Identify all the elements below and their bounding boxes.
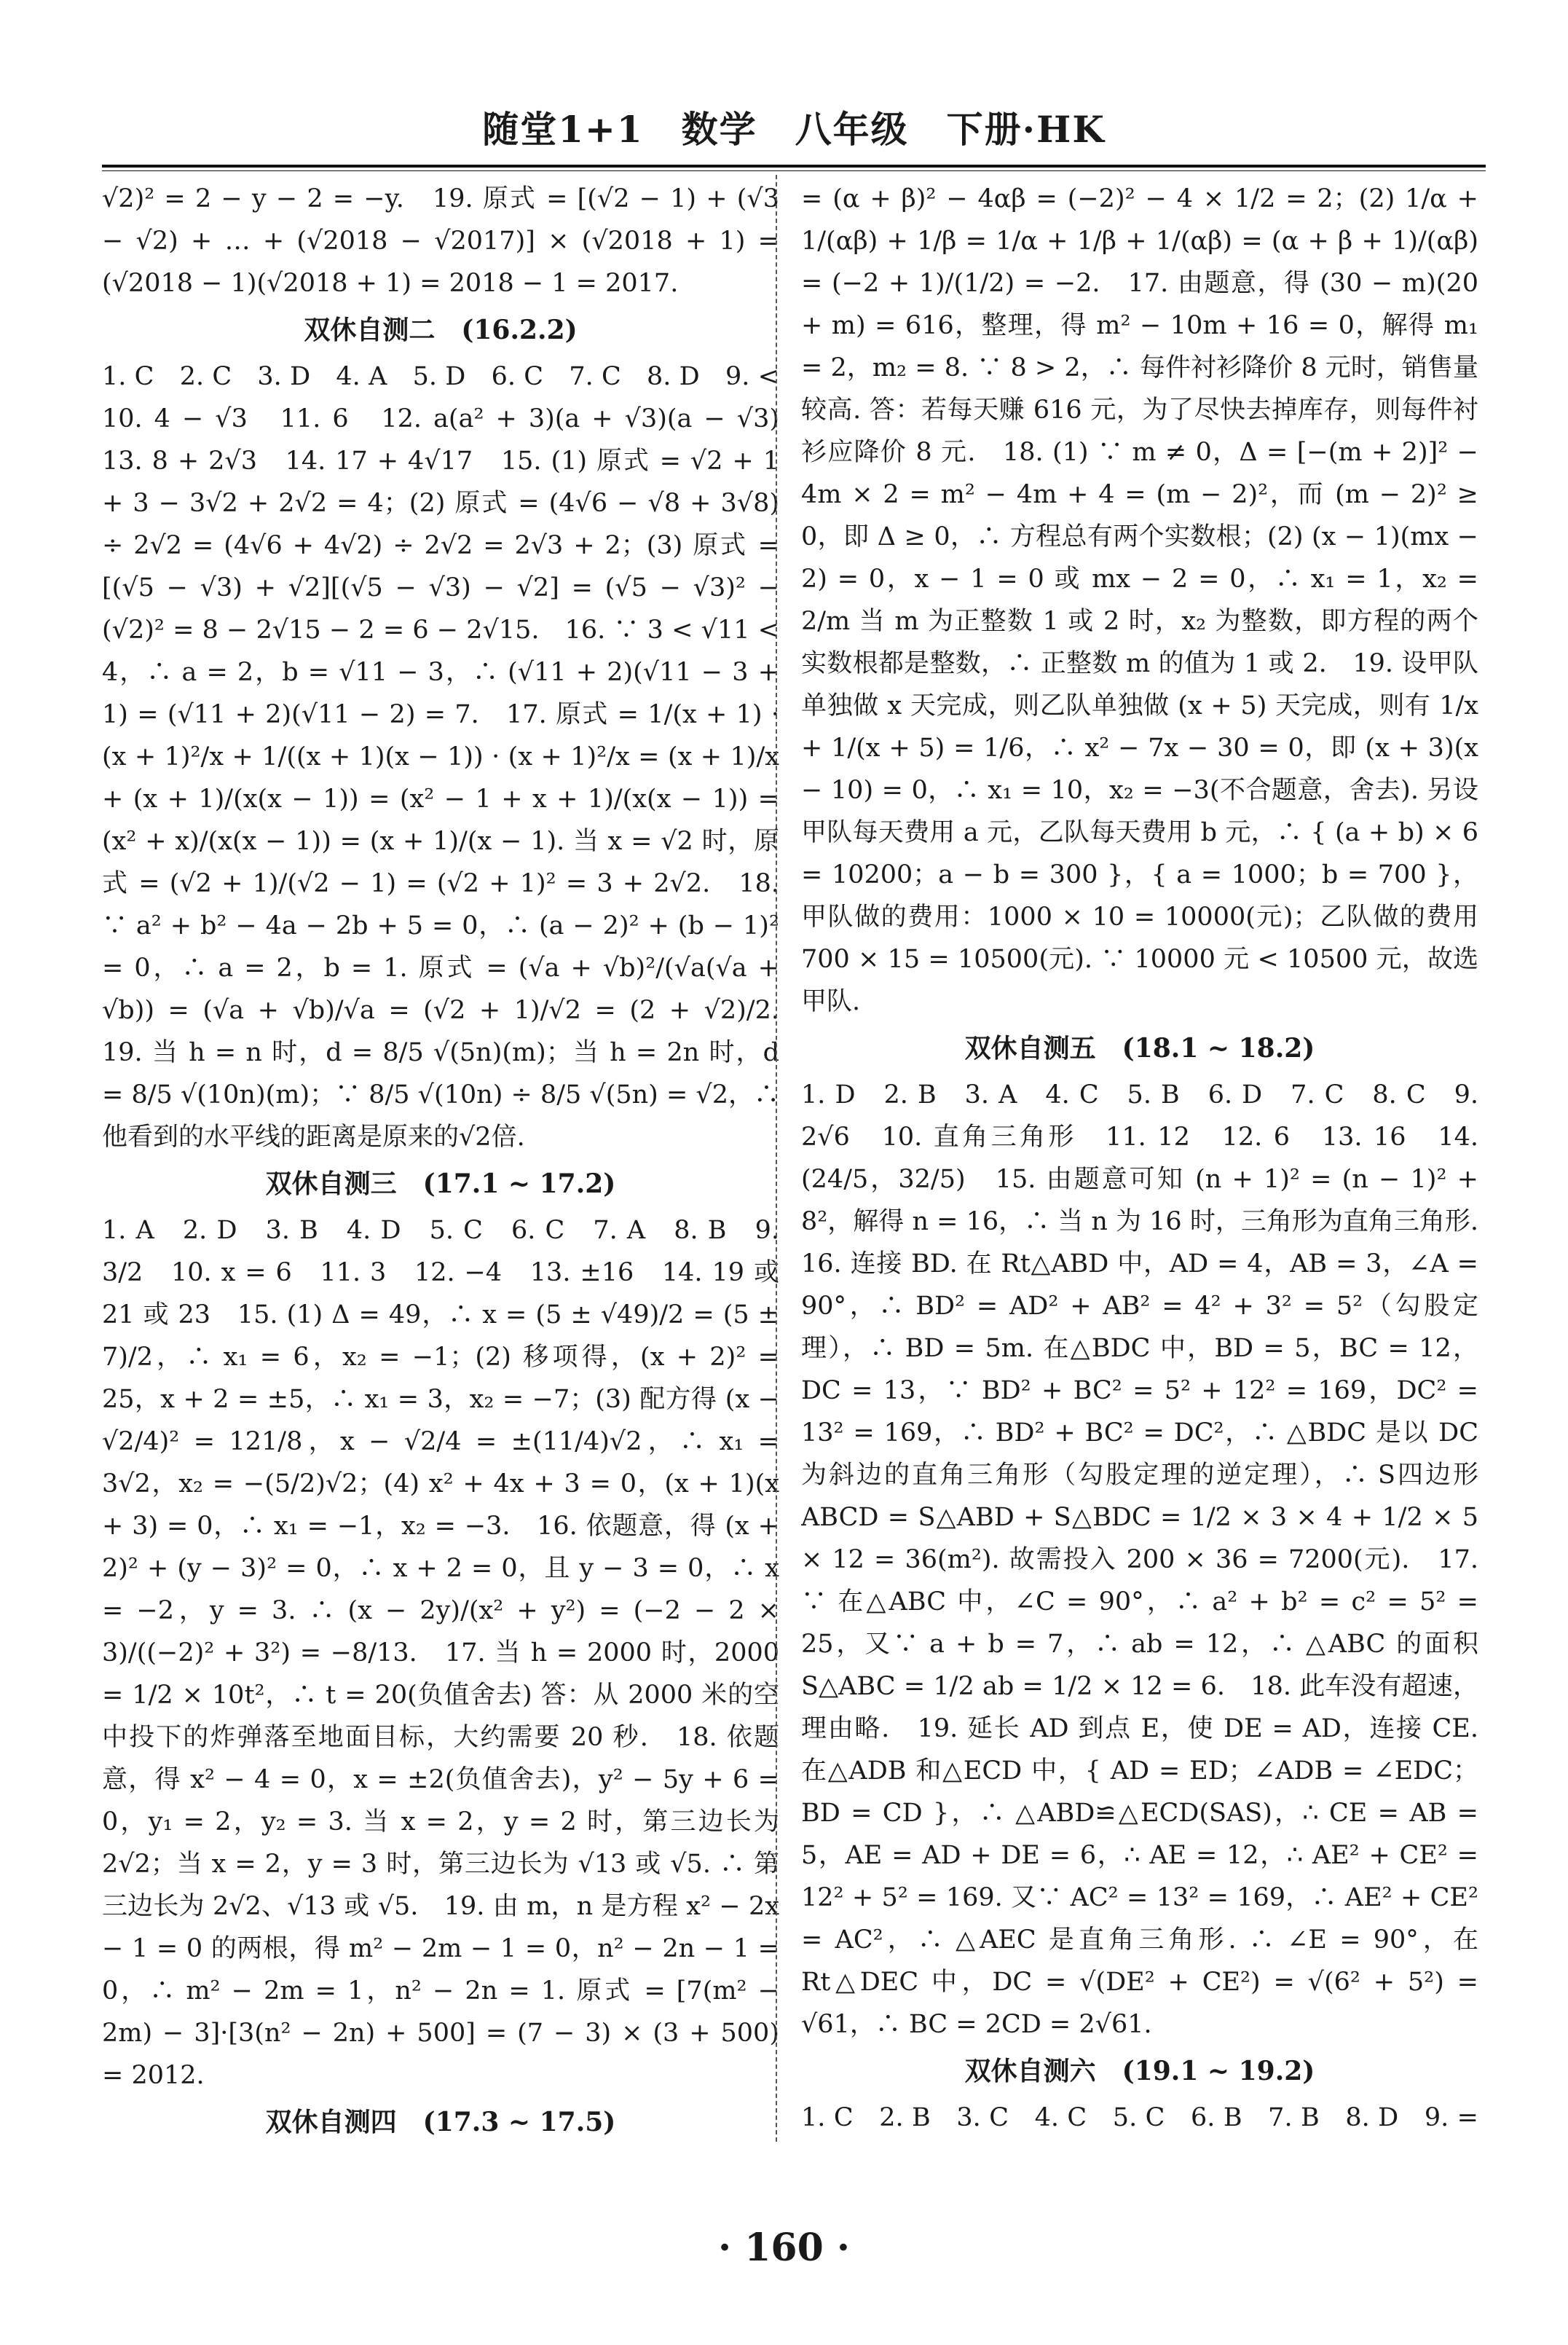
section-title: 双休自测二 (16.2.2): [304, 315, 578, 345]
answer-block: = (α + β)² − 4αβ = (−2)² − 4 × 1/2 = 2；(2) 1/α + 1/(αβ) + 1/β = 1/α + 1/β + 1/(αβ) = (α + β + 1)/(αβ) = (−2 + 1)/(1/2) = −2. 17. 由题意，得 (30 − m)(20 + m) = 616，整理，得 m² − 10m + 16 = 0，解得 m₁ = 2，m₂ = 8. ∵ 8 > 2，∴ 每件衬衫降价 8 元时，销售量较高. 答：若每天赚 616 元，为了尽快去掉库存，则每件衬衫应降价 8 元. 18. (1) ∵ m ≠ 0，Δ = [−(m + 2)]² − 4m × 2 = m² − 4m + 4 = (m − 2)²，而 (m − 2)² ≥ 0，即 Δ ≥ 0，∴ 方程总有两个实数根；(2) (x − 1)(mx − 2) = 0，x − 1 = 0 或 mx − 2 = 0，∴ x₁ = 1，x₂ = 2/m 当 m 为正整数 1 或 2 时，x₂ 为整数，即方程的两个实数根都是整数，∴ 正整数 m 的值为 1 或 2. 19. 设甲队单独做 x 天完成，则乙队单独做 (x + 5) 天完成，则有 1/x + 1/(x + 5) = 1/6，∴ x² − 7x − 30 = 0，即 (x + 3)(x − 10) = 0，∴ x₁ = 10，x₂ = −3(不合题意，舍去). 另设甲队每天费用 a 元，乙队每天费用 b 元，∴ { (a + b) × 6 = 10200；a − b = 300 }，{ a = 1000；b = 700 }，甲队做的费用：1000 × 10 = 10000(元)；乙队做的费用 700 × 15 = 10500(元). ∵ 10000 元 < 10500 元，故选甲队.: [801, 184, 1478, 1016]
section-title: 双休自测六 (19.1 ~ 19.2): [964, 2056, 1315, 2086]
page-number: · 160 ·: [718, 2226, 850, 2270]
column-divider: [776, 175, 777, 2142]
header-rule-thin: [102, 170, 1486, 171]
section-title: 双休自测三 (17.1 ~ 17.2): [265, 1168, 616, 1199]
answer-block: √2)² = 2 − y − 2 = −y. 19. 原式 = [(√2 − 1) + (√3 − √2) + … + (√2018 − √2017)] × (√2018 + 1) = (√2018 − 1)(√2018 + 1) = 2018 − 1 = 2017.: [102, 184, 779, 298]
header-rule: [102, 165, 1486, 168]
section-title: 双休自测四 (17.3 ~ 17.5): [265, 2107, 616, 2137]
section-title: 双休自测五 (18.1 ~ 18.2): [964, 1033, 1315, 1064]
answer-block: 1. D 2. B 3. A 4. C 5. B 6. D 7. C 8. C 9. 2√6 10. 直角三角形 11. 12 12. 6 13. 16 14. (24/5，32/5) 15. 由题意可知 (n + 1)² = (n − 1)² + 8²，解得 n = 16，∴ 当 n 为 16 时，三角形为直角三角形. 16. 连接 BD. 在 Rt△ABD 中，AD = 4，AB = 3，∠A = 90°，∴ BD² = AD² + AB² = 4² + 3² = 5²（勾股定理），∴ BD = 5m. 在△BDC 中，BD = 5，BC = 12，DC = 13，∵ BD² + BC² = 5² + 12² = 169，DC² = 13² = 169，∴ BD² + BC² = DC²，∴ △BDC 是以 DC 为斜边的直角三角形（勾股定理的逆定理），∴ S四边形ABCD = S△ABD + S△BDC = 1/2 × 3 × 4 + 1/2 × 5 × 12 = 36(m²). 故需投入 200 × 36 = 7200(元). 17. ∵ 在△ABC 中，∠C = 90°，∴ a² + b² = c² = 5² = 25，又∵ a + b = 7，∴ ab = 12，∴ △ABC 的面积 S△ABC = 1/2 ab = 1/2 × 12 = 6. 18. 此车没有超速，理由略. 19. 延长 AD 到点 E，使 DE = AD，连接 CE. 在△ADB 和△ECD 中，{ AD = ED；∠ADB = ∠EDC；BD = CD }，∴ △ABD≌△ECD(SAS)，∴ CE = AB = 5，AE = AD + DE = 6，∴ AE = 12，∴ AE² + CE² = 12² + 5² = 169. 又∵ AC² = 13² = 169，∴ AE² + CE² = AC²，∴ △AEC 是直角三角形. ∴ ∠E = 90°，在 Rt△DEC 中，DC = √(DE² + CE²) = √(6² + 5²) = √61，∴ BC = 2CD = 2√61.: [801, 1080, 1478, 2039]
right-column: [801, 178, 1478, 2145]
page-header: 随堂1+1 数学 八年级 下册·HK: [482, 108, 1106, 151]
answer-block: 1. C 2. C 3. D 4. A 5. D 6. C 7. C 8. D 9. < 10. 4 − √3 11. 6 12. a(a² + 3)(a + √3)(a − √3) 13. 8 + 2√3 14. 17 + 4√17 15. (1) 原式 = √2 + 1 + 3 − 3√2 + 2√2 = 4；(2) 原式 = (4√6 − √8 + 3√8) ÷ 2√2 = (4√6 + 4√2) ÷ 2√2 = 2√3 + 2；(3) 原式 = [(√5 − √3) + √2][(√5 − √3) − √2] = (√5 − √3)² − (√2)² = 8 − 2√15 − 2 = 6 − 2√15. 16. ∵ 3 < √11 < 4，∴ a = 2，b = √11 − 3，∴ (√11 + 2)(√11 − 3 + 1) = (√11 + 2)(√11 − 2) = 7. 17. 原式 = 1/(x + 1) · (x + 1)²/x + 1/((x + 1)(x − 1)) · (x + 1)²/x = (x + 1)/x + (x + 1)/(x(x − 1)) = (x² − 1 + x + 1)/(x(x − 1)) = (x² + x)/(x(x − 1)) = (x + 1)/(x − 1). 当 x = √2 时，原式 = (√2 + 1)/(√2 − 1) = (√2 + 1)² = 3 + 2√2. 18. ∵ a² + b² − 4a − 2b + 5 = 0，∴ (a − 2)² + (b − 1)² = 0，∴ a = 2，b = 1. 原式 = (√a + √b)²/(√a(√a + √b)) = (√a + √b)/√a = (√2 + 1)/√2 = (2 + √2)/2. 19. 当 h = n 时，d = 8/5 √(5n)(m)；当 h = 2n 时，d = 8/5 √(10n)(m)；∵ 8/5 √(10n) ÷ 8/5 √(5n) = √2，∴ 他看到的水平线的距离是原来的√2倍.: [102, 362, 779, 1152]
left-column: [102, 178, 779, 2145]
answer-block: 1. C 2. B 3. C 4. C 5. C 6. B 7. B 8. D 9. =: [801, 2103, 1478, 2132]
answer-block: 1. A 2. D 3. B 4. D 5. C 6. C 7. A 8. B 9. 3/2 10. x = 6 11. 3 12. −4 13. ±16 14. 19 或 21 或 23 15. (1) Δ = 49，∴ x = (5 ± √49)/2 = (5 ± 7)/2，∴ x₁ = 6，x₂ = −1；(2) 移项得，(x + 2)² = 25，x + 2 = ±5，∴ x₁ = 3，x₂ = −7；(3) 配方得 (x − √2/4)² = 121/8，x − √2/4 = ±(11/4)√2，∴ x₁ = 3√2，x₂ = −(5/2)√2；(4) x² + 4x + 3 = 0，(x + 1)(x + 3) = 0，∴ x₁ = −1，x₂ = −3. 16. 依题意，得 (x + 2)² + (y − 3)² = 0，∴ x + 2 = 0，且 y − 3 = 0，∴ x = −2，y = 3. ∴ (x − 2y)/(x² + y²) = (−2 − 2 × 3)/((−2)² + 3²) = −8/13. 17. 当 h = 2000 时，2000 = 1/2 × 10t²，∴ t = 20(负值舍去) 答：从 2000 米的空中投下的炸弹落至地面目标，大约需要 20 秒. 18. 依题意，得 x² − 4 = 0，x = ±2(负值舍去)，y² − 5y + 6 = 0，y₁ = 2，y₂ = 3. 当 x = 2，y = 2 时，第三边长为 2√2；当 x = 2，y = 3 时，第三边长为 √13 或 √5. ∴ 第三边长为 2√2、√13 或 √5. 19. 由 m，n 是方程 x² − 2x − 1 = 0 的两根，得 m² − 2m − 1 = 0，n² − 2n − 1 = 0，∴ m² − 2m = 1，n² − 2n = 1. 原式 = [7(m² − 2m) − 3]·[3(n² − 2n) + 500] = (7 − 3) × (3 + 500) = 2012.: [102, 1216, 779, 2090]
